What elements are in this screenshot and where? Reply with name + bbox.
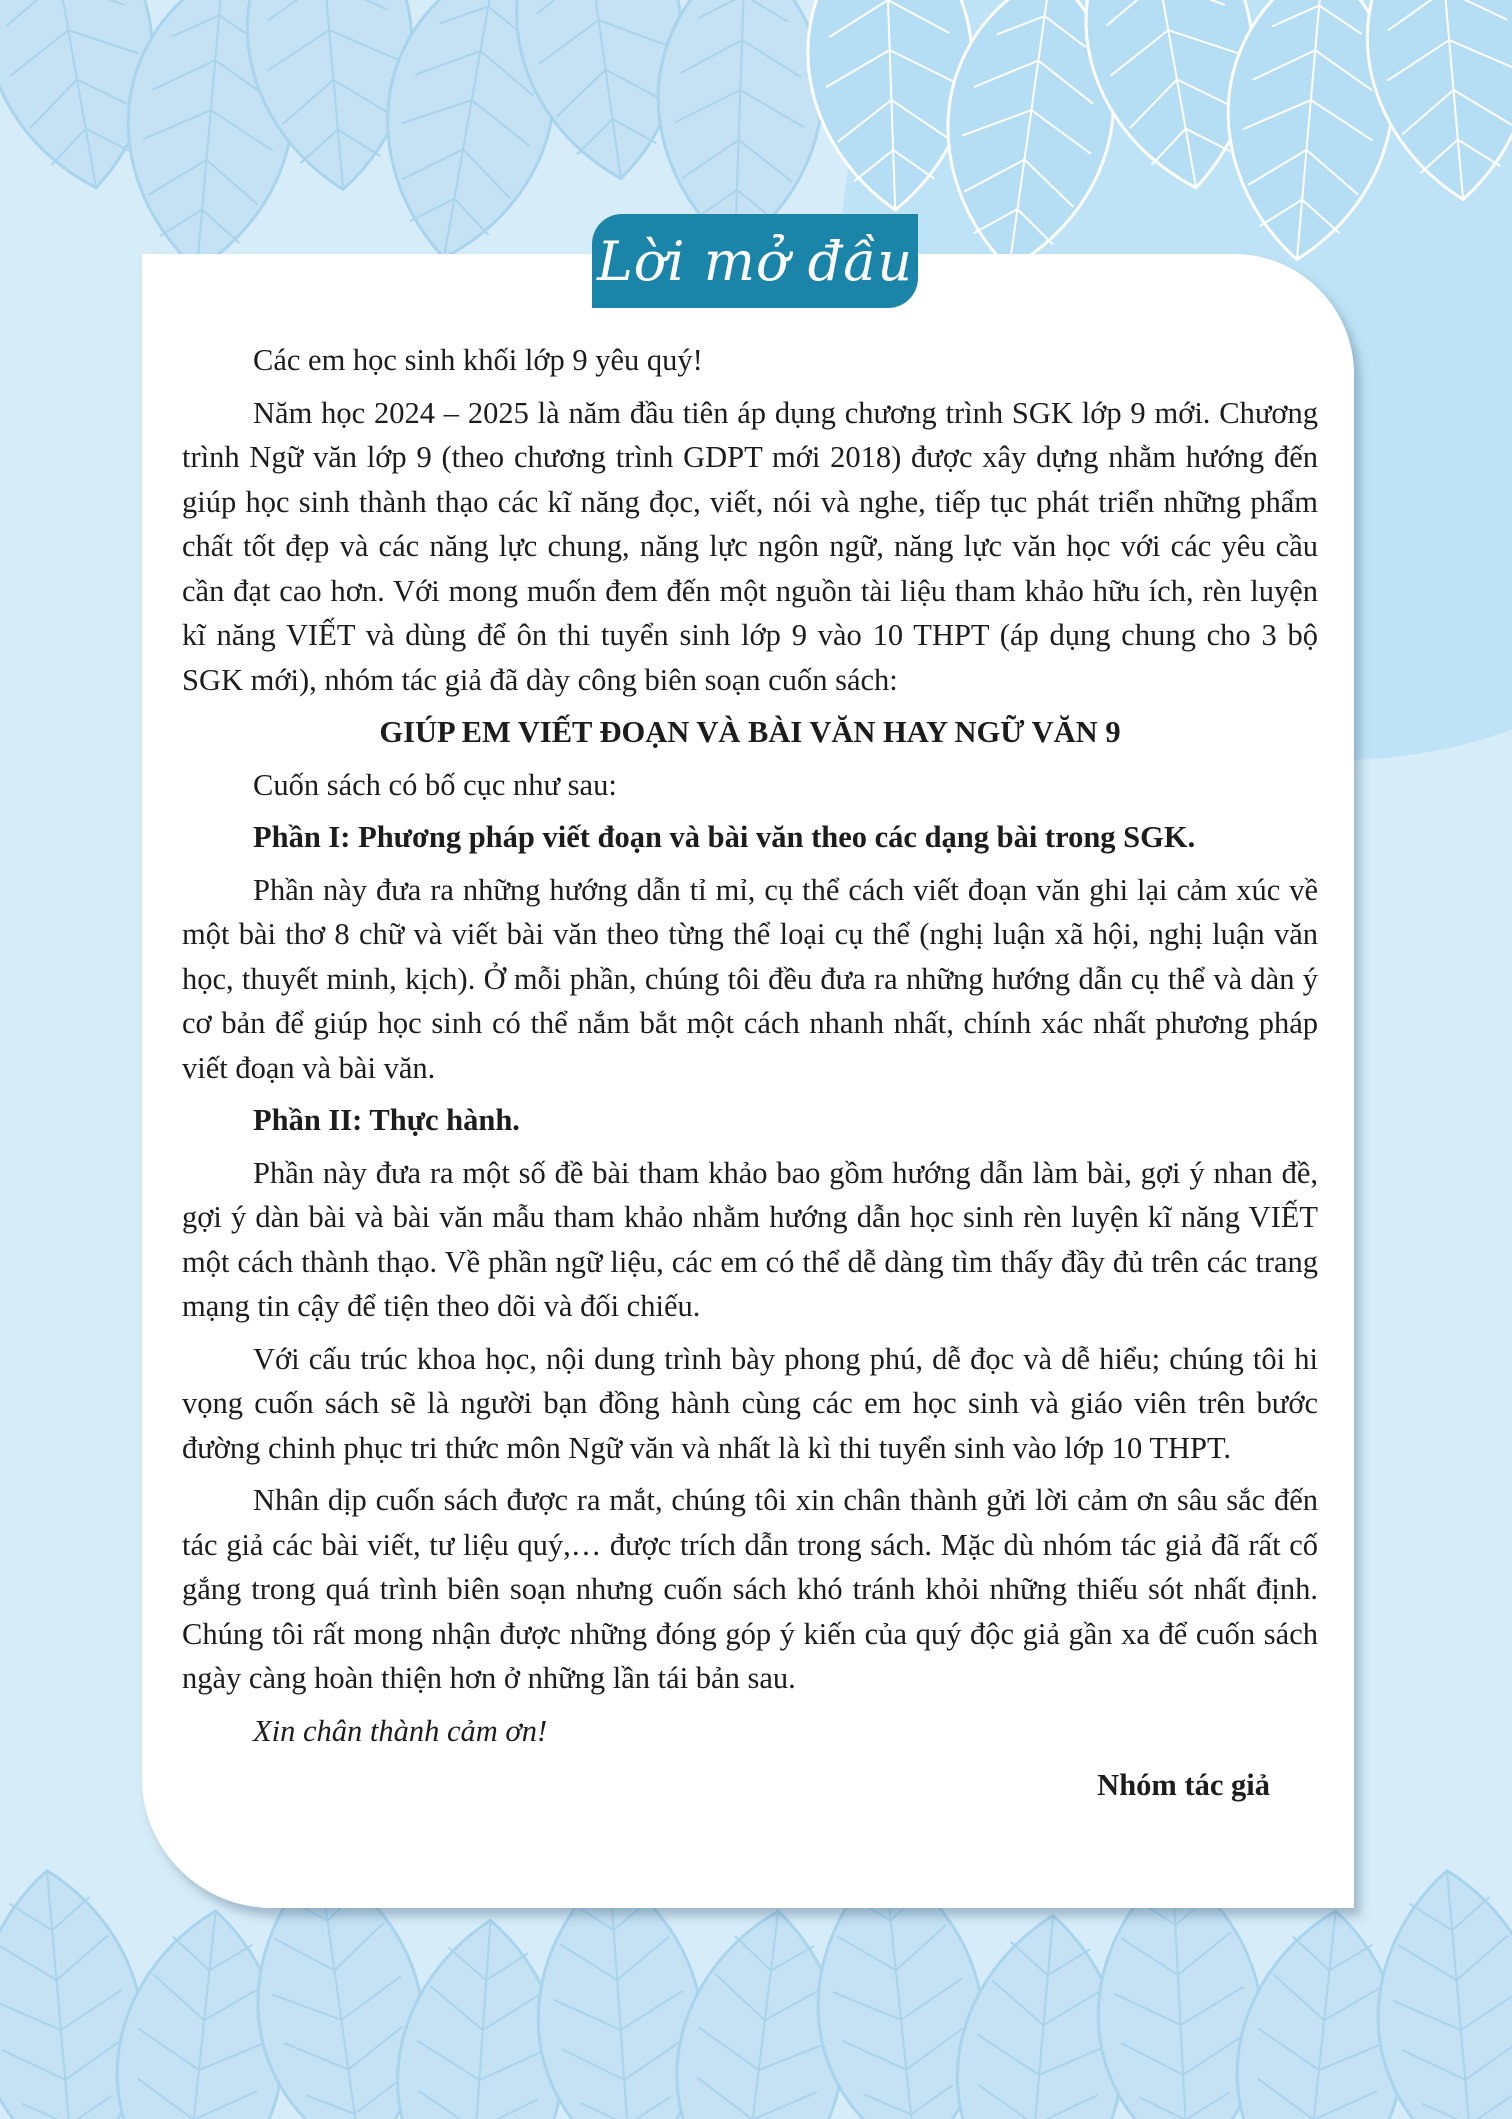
part2-heading: Phần II: Thực hành. xyxy=(253,1103,520,1137)
preface-text xyxy=(182,338,1318,1816)
title-banner xyxy=(592,214,918,308)
part1-body: Phần này đưa ra những hướng dẫn tỉ mỉ, cụ thể cách viết đoạn văn ghi lại cảm xúc về một bài thơ 8 chữ và viết bài văn theo từng thể loại cụ thể (nghị luận xã hội, nghị luận văn học, thuyết minh, kịch). Ở mỗi phần, chúng tôi đều đưa ra những hướng dẫn cụ thể và dàn ý cơ bản để giúp học sinh có thể nắm bắt một cách nhanh nhất, chính xác nhất phương pháp viết đoạn và bài văn. xyxy=(182,872,1318,1085)
page-title: Lời mở đầu xyxy=(596,229,914,293)
closing-line: Xin chân thành cảm ơn! xyxy=(253,1713,548,1748)
greeting: Các em học sinh khối lớp 9 yêu quý! xyxy=(253,343,703,377)
hope-paragraph: Với cấu trúc khoa học, nội dung trình bày phong phú, dễ đọc và dễ hiểu; chúng tôi hi vọng cuốn sách sẽ là người bạn đồng hành cùng các em học sinh và giáo viên trên bước đường chinh phục tri thức môn Ngữ văn và nhất là kì thi tuyển sinh vào lớp 10 THPT. xyxy=(182,1341,1318,1465)
intro-paragraph: Năm học 2024 – 2025 là năm đầu tiên áp dụng chương trình SGK lớp 9 mới. Chương trình Ngữ văn lớp 9 (theo chương trình GDPT mới 2018) được xây dựng nhằm hướng đến giúp học sinh thành thạo các kĩ năng đọc, viết, nói và nghe, tiếp tục phát triển những phẩm chất tốt đẹp và các năng lực chung, năng lực ngôn ngữ, năng lực văn học với các yêu cầu cần đạt cao hơn. Với mong muốn đem đến một nguồn tài liệu tham khảo hữu ích, rèn luyện kĩ năng VIẾT và dùng để ôn thi tuyển sinh lớp 9 vào 10 THPT (áp dụng chung cho 3 bộ SGK mới), nhóm tác giả đã dày công biên soạn cuốn sách: xyxy=(182,395,1318,697)
part1-heading: Phần I: Phương pháp viết đoạn và bài văn theo các dạng bài trong SGK. xyxy=(253,820,1196,854)
structure-intro: Cuốn sách có bố cục như sau: xyxy=(253,767,617,802)
signature: Nhóm tác giả xyxy=(1097,1768,1270,1802)
part2-body: Phần này đưa ra một số đề bài tham khảo bao gồm hướng dẫn làm bài, gợi ý nhan đề, gợi ý dàn bài và bài văn mẫu tham khảo nhằm hướng dẫn học sinh rèn luyện kĩ năng VIẾT một cách thành thạo. Về phần ngữ liệu, các em có thể dễ dàng tìm thấy đầy đủ trên các trang mạng tin cậy để tiện theo dõi và đối chiếu. xyxy=(182,1155,1318,1323)
book-title: GIÚP EM VIẾT ĐOẠN VÀ BÀI VĂN HAY NGỮ VĂN 9 xyxy=(379,715,1121,749)
thanks-paragraph: Nhân dịp cuốn sách được ra mắt, chúng tôi xin chân thành gửi lời cảm ơn sâu sắc đến tác giả các bài viết, tư liệu quý,… được trích dẫn trong sách. Mặc dù nhóm tác giả đã rất cố gắng trong quá trình biên soạn nhưng cuốn sách khó tránh khỏi những thiếu sót nhất định. Chúng tôi rất mong nhận được những đóng góp ý kiến của quý độc giả gần xa để cuốn sách ngày càng hoàn thiện hơn ở những lần tái bản sau. xyxy=(182,1483,1318,1695)
